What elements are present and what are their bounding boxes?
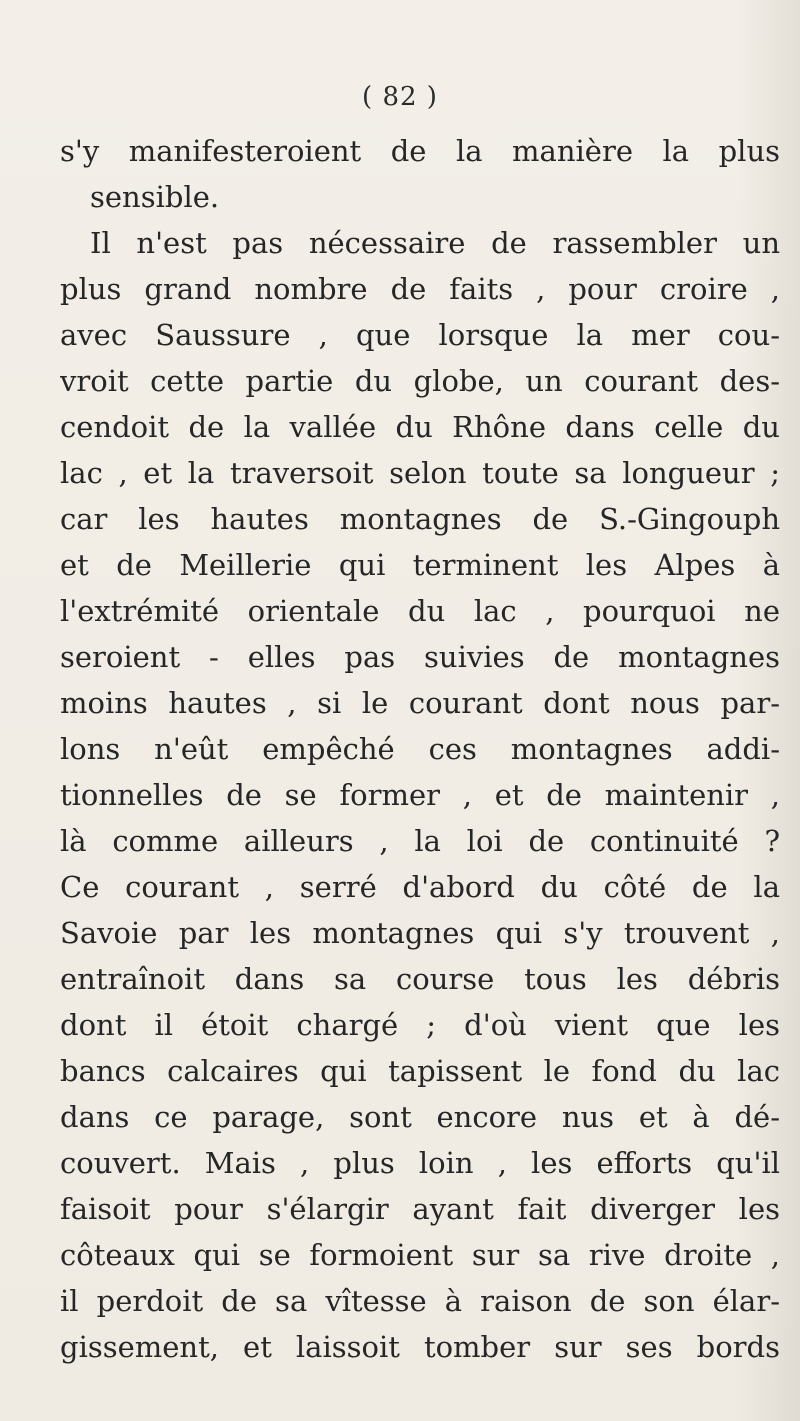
text-line-17: Ce courant , serré d'abord du côté de la xyxy=(60,870,780,904)
text-line-18: Savoie par les montagnes qui s'y trouvent , xyxy=(60,916,780,950)
body-text xyxy=(60,128,780,1370)
text-line-1: s'y manifesteroient de la manière la plus xyxy=(60,134,780,168)
text-line-9: car les hautes montagnes de S.-Gingouph xyxy=(60,502,780,536)
text-line-15: tionnelles de se former , et de maintenir , xyxy=(60,778,780,812)
text-line-11: l'extrémité orientale du lac , pourquoi ne xyxy=(60,594,780,628)
text-line-16: là comme ailleurs , la loi de continuité ? xyxy=(60,824,780,858)
text-line-20: dont il étoit chargé ; d'où vient que les xyxy=(60,1008,780,1042)
text-line-10: et de Meillerie qui terminent les Alpes à xyxy=(60,548,780,582)
text-line-26: il perdoit de sa vîtesse à raison de son élar- xyxy=(60,1284,780,1318)
text-line-19: entraînoit dans sa course tous les débris xyxy=(60,962,780,996)
text-line-5: avec Saussure , que lorsque la mer cou- xyxy=(60,318,780,352)
text-line-6: vroit cette partie du globe, un courant des- xyxy=(60,364,780,398)
text-line-23: couvert. Mais , plus loin , les efforts qu'il xyxy=(60,1146,780,1180)
text-line-4: plus grand nombre de faits , pour croire , xyxy=(60,272,780,306)
text-line-8: lac , et la traversoit selon toute sa longueur ; xyxy=(60,456,780,490)
text-line-25: côteaux qui se formoient sur sa rive droite , xyxy=(60,1238,780,1272)
text-line-14: lons n'eût empêché ces montagnes addi- xyxy=(60,732,780,766)
text-line-7: cendoit de la vallée du Rhône dans celle du xyxy=(60,410,780,444)
text-line-2: sensible. xyxy=(90,180,220,214)
page-number: ( 82 ) xyxy=(362,82,438,112)
text-line-22: dans ce parage, sont encore nus et à dé- xyxy=(60,1100,780,1134)
text-line-13: moins hautes , si le courant dont nous par- xyxy=(60,686,780,720)
text-line-3: Il n'est pas nécessaire de rassembler un xyxy=(90,226,780,260)
text-line-27: gissement, et laissoit tomber sur ses bords xyxy=(60,1330,780,1364)
text-line-21: bancs calcaires qui tapissent le fond du lac xyxy=(60,1054,780,1088)
text-line-24: faisoit pour s'élargir ayant fait diverger les xyxy=(60,1192,780,1226)
text-line-12: seroient - elles pas suivies de montagnes xyxy=(60,640,780,674)
